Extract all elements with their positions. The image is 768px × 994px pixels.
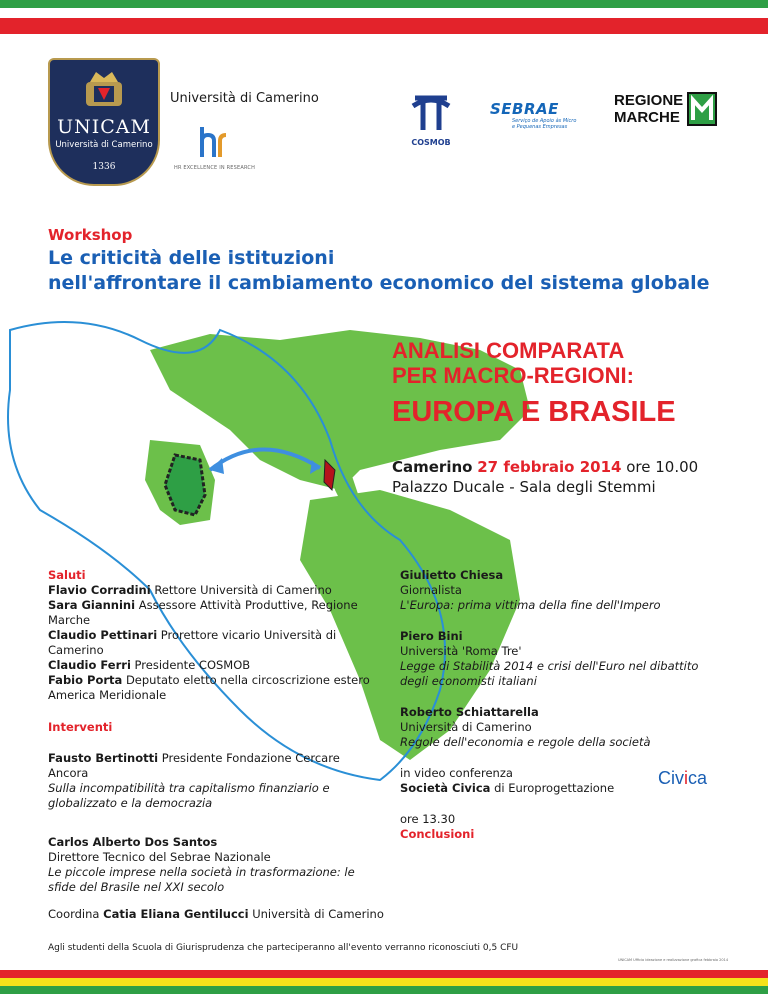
closing: ore 13.30 Conclusioni <box>400 812 475 841</box>
shield-year: 1336 <box>92 162 116 172</box>
title-line-1: Le criticità delle istituzioni <box>48 247 335 269</box>
saluti-item: Sara Giannini Assessore Attività Produttive, Regione Marche <box>48 598 358 627</box>
event-time: ore 10.00 <box>626 458 699 476</box>
subtitle <box>392 338 634 388</box>
top-red-stripe <box>0 18 768 34</box>
regione-emblem-icon <box>687 92 717 126</box>
coordinator: Coordina Catia Eliana Gentilucci Università di Camerino <box>48 907 384 921</box>
subtitle-line-2: PER MACRO-REGIONI: <box>392 363 634 388</box>
hr-excellence-icon <box>198 125 228 159</box>
shield-subtitle: Università di Camerino <box>55 140 153 150</box>
regione-line1: REGIONE <box>614 92 684 109</box>
interventi-label: Interventi <box>48 720 113 734</box>
page-title <box>48 246 710 296</box>
title-line-2: nell'affrontare il cambiamento economico del sistema globale <box>48 272 710 294</box>
event-venue: Palazzo Ducale - Sala degli Stemmi <box>392 478 656 496</box>
top-green-stripe <box>0 0 768 8</box>
sebrae-logo <box>490 100 580 130</box>
design-credits: UNICAM Ufficio ideazione e realizzazione grafica febbraio 2014 <box>618 958 729 962</box>
event-date: 27 febbraio 2014 <box>477 458 622 476</box>
cfu-note: Agli studenti della Scuola di Giurisprudenza che parteciperanno all'evento verranno riconosciuti 0,5 CFU <box>48 943 519 953</box>
saluti-label: Saluti <box>48 568 86 582</box>
program-left-column <box>48 568 378 895</box>
bottom-green-stripe <box>0 986 768 994</box>
crest-icon <box>76 70 132 112</box>
speaker-item: Giulietto Chiesa Giornalista L'Europa: prima vittima della fine dell'Impero <box>400 568 661 612</box>
university-name: Università di Camerino <box>170 91 319 106</box>
civica-logo: Civica <box>658 768 708 788</box>
subtitle-highlight: EUROPA E BRASILE <box>392 396 676 428</box>
shield-name: UNICAM <box>57 116 151 138</box>
regione-marche-logo <box>614 92 717 126</box>
intervento-bertinotti: Fausto Bertinotti Presidente Fondazione Cercare Ancora Sulla incompatibilità tra capitalismo finanziario e globalizzato e la democrazia <box>48 751 340 810</box>
saluti-item: Fabio Porta Deputato eletto nella circoscrizione estero America Meridionale <box>48 673 370 702</box>
saluti-item: Flavio Corradini Rettore Università di Camerino <box>48 583 332 597</box>
video-conference: in video conferenza Società Civica di Europrogettazione <box>400 766 615 795</box>
unicam-shield-logo <box>48 58 160 186</box>
event-city: Camerino <box>392 458 473 476</box>
regione-line2: MARCHE <box>614 109 680 126</box>
intervento-santos: Carlos Alberto Dos Santos Direttore Tecnico del Sebrae Nazionale Le piccole imprese nella società in trasformazione: le sfide del Brasile nel XXI secolo <box>48 835 355 894</box>
bottom-yellow-stripe <box>0 978 768 986</box>
speaker-item: Roberto Schiattarella Università di Camerino Regole dell'economia e regole della società <box>400 705 651 749</box>
saluti-item: Claudio Ferri Presidente COSMOB <box>48 658 251 672</box>
sebrae-word: SEBRAE <box>490 100 559 118</box>
speaker-item: Piero Bini Università 'Roma Tre' Legge di Stabilità 2014 e crisi dell'Euro nel dibattito degli economisti italiani <box>400 629 699 688</box>
bottom-red-stripe <box>0 970 768 978</box>
cosmob-text: COSMOB <box>411 138 451 147</box>
event-details <box>392 457 698 497</box>
program-right-column <box>400 568 730 842</box>
subtitle-line-1: ANALISI COMPARATA <box>392 338 625 363</box>
cosmob-mark-icon <box>407 92 455 132</box>
cosmob-logo <box>400 92 462 146</box>
sebrae-tagline: Serviço de Apoio às Micro e Pequenas Empresas <box>512 118 577 130</box>
top-white-stripe <box>0 8 768 18</box>
hr-caption: HR EXCELLENCE IN RESEARCH <box>174 165 256 171</box>
saluti-item: Claudio Pettinari Prorettore vicario Università di Camerino <box>48 628 337 657</box>
workshop-kicker: Workshop <box>48 226 133 244</box>
